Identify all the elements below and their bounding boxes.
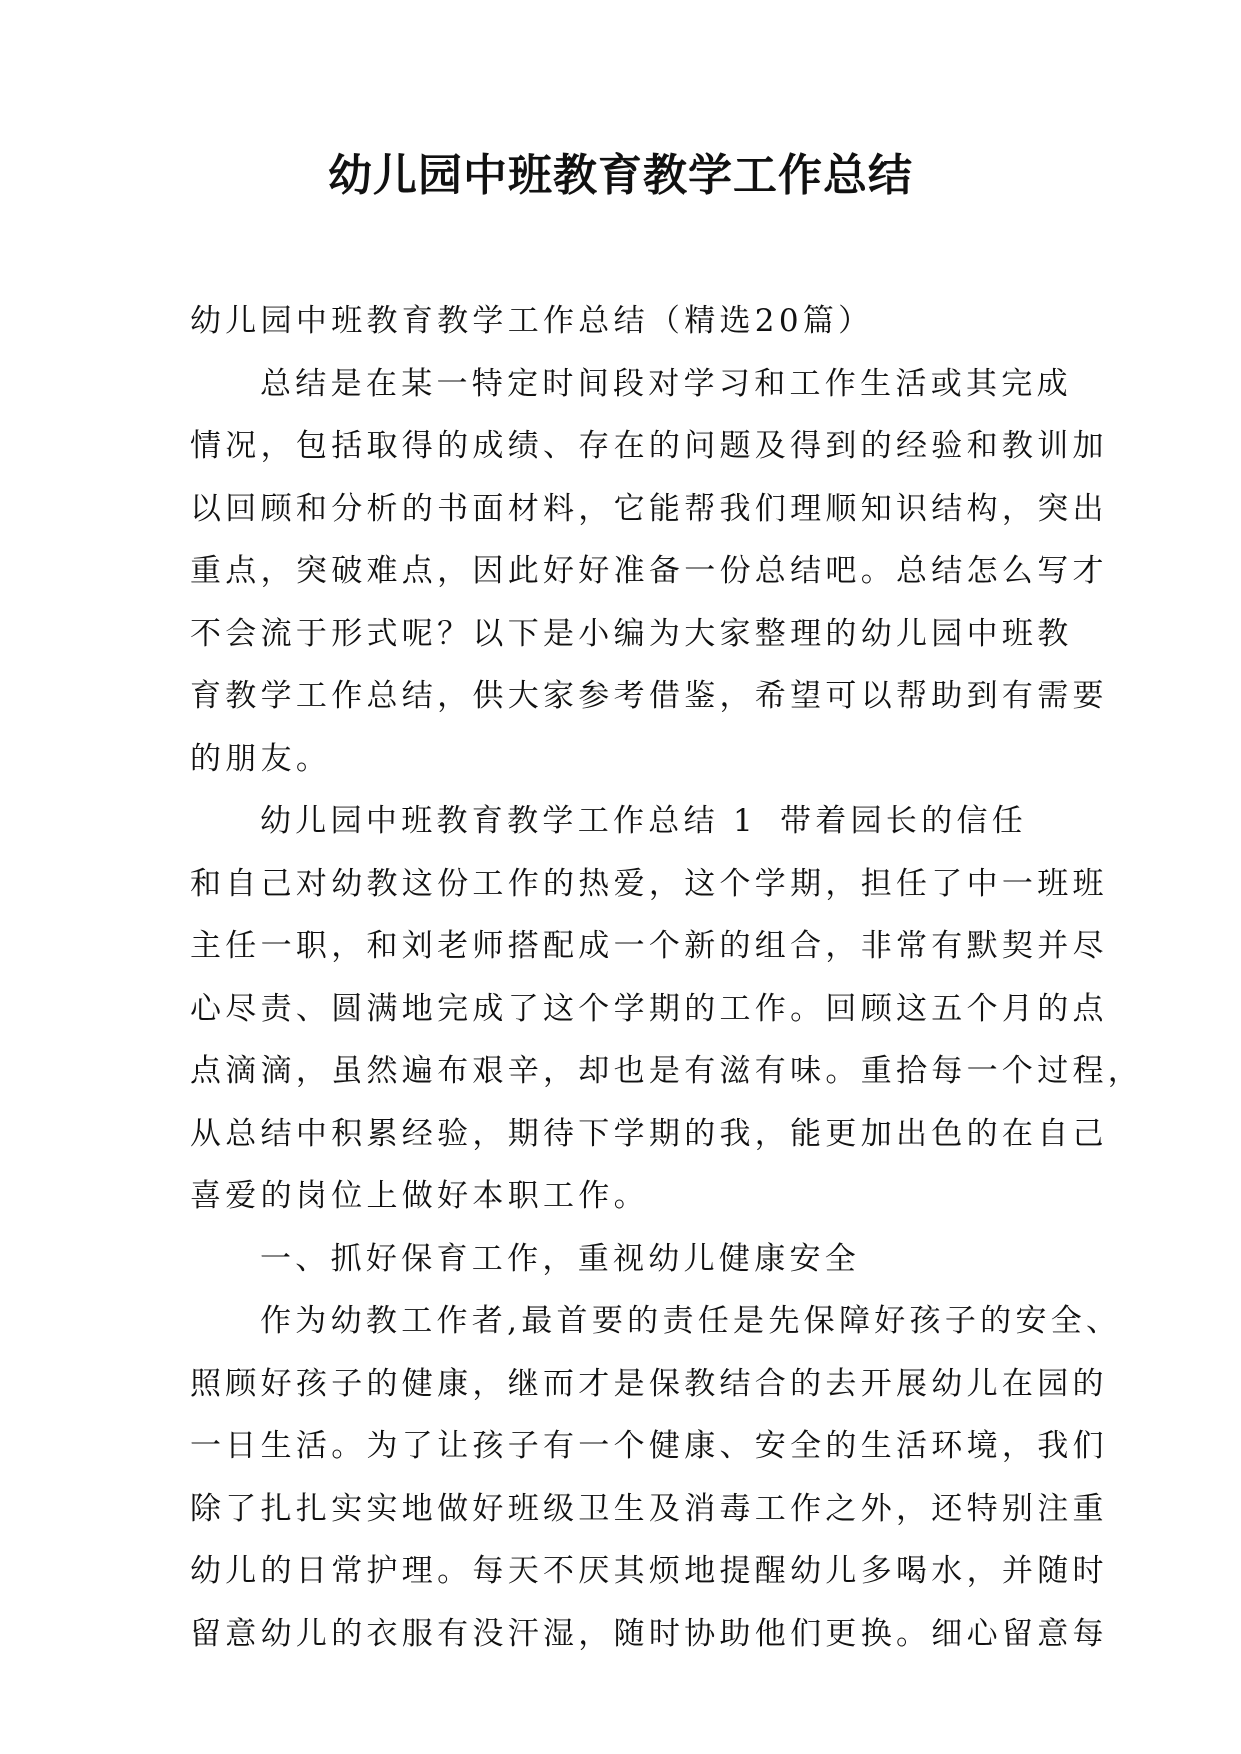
section-heading-line bbox=[190, 790, 1050, 853]
document-title: 幼儿园中班教育教学工作总结 bbox=[328, 150, 913, 201]
paragraph-line: 一日生活。为了让孩子有一个健康、安全的生活环境，我们 bbox=[190, 1428, 1108, 1464]
paragraph-line: 喜爱的岗位上做好本职工作。 bbox=[190, 1178, 649, 1214]
paragraph-line: 总结是在某一特定时间段对学习和工作生活或其完成 bbox=[260, 365, 1072, 402]
paragraph-line: 重点，突破难点，因此好好准备一份总结吧。总结怎么写才 bbox=[190, 553, 1108, 589]
paragraph-line: 和自己对幼教这份工作的热爱，这个学期，担任了中一班班 bbox=[190, 865, 1108, 902]
paragraph-line: 幼儿的日常护理。每天不厌其烦地提醒幼儿多喝水，并随时 bbox=[190, 1553, 1108, 1589]
paragraph-line: 除了扎扎实实地做好班级卫生及消毒工作之外，还特别注重 bbox=[190, 1490, 1108, 1527]
subtitle-line: 幼儿园中班教育教学工作总结（精选20篇） bbox=[190, 303, 874, 339]
paragraph-line: 从总结中积累经验，期待下学期的我，能更加出色的在自己 bbox=[190, 1115, 1108, 1152]
paragraph-line: 的朋友。 bbox=[190, 740, 332, 777]
paragraph-line: 留意幼儿的衣服有没汗湿，随时协助他们更换。细心留意每 bbox=[190, 1615, 1108, 1652]
paragraph-line: 作为幼教工作者,最首要的责任是先保障好孩子的安全、 bbox=[260, 1303, 1122, 1339]
paragraph-line: 育教学工作总结，供大家参考借鉴，希望可以帮助到有需要 bbox=[190, 678, 1108, 714]
document-body bbox=[190, 290, 1144, 1665]
section-start-text: 带着园长的信任 bbox=[780, 803, 1028, 839]
paragraph-line: 点滴滴，虽然遍布艰辛，却也是有滋有味。重拾每一个过程， bbox=[190, 1053, 1144, 1089]
paragraph-line: 心尽责、圆满地完成了这个学期的工作。回顾这五个月的点 bbox=[190, 990, 1108, 1027]
paragraph-line: 照顾好孩子的健康，继而才是保教结合的去开展幼儿在园的 bbox=[190, 1365, 1108, 1402]
paragraph-line: 主任一职，和刘老师搭配成一个新的组合，非常有默契并尽 bbox=[190, 928, 1108, 964]
section-heading: 幼儿园中班教育教学工作总结 1 bbox=[260, 803, 758, 839]
paragraph-line: 不会流于形式呢？以下是小编为大家整理的幼儿园中班教 bbox=[190, 615, 1073, 652]
subheading-line: 一、抓好保育工作，重视幼儿健康安全 bbox=[260, 1240, 861, 1277]
paragraph-line: 以回顾和分析的书面材料，它能帮我们理顺知识结构，突出 bbox=[190, 490, 1108, 527]
paragraph-line: 情况，包括取得的成绩、存在的问题及得到的经验和教训加 bbox=[190, 428, 1108, 464]
